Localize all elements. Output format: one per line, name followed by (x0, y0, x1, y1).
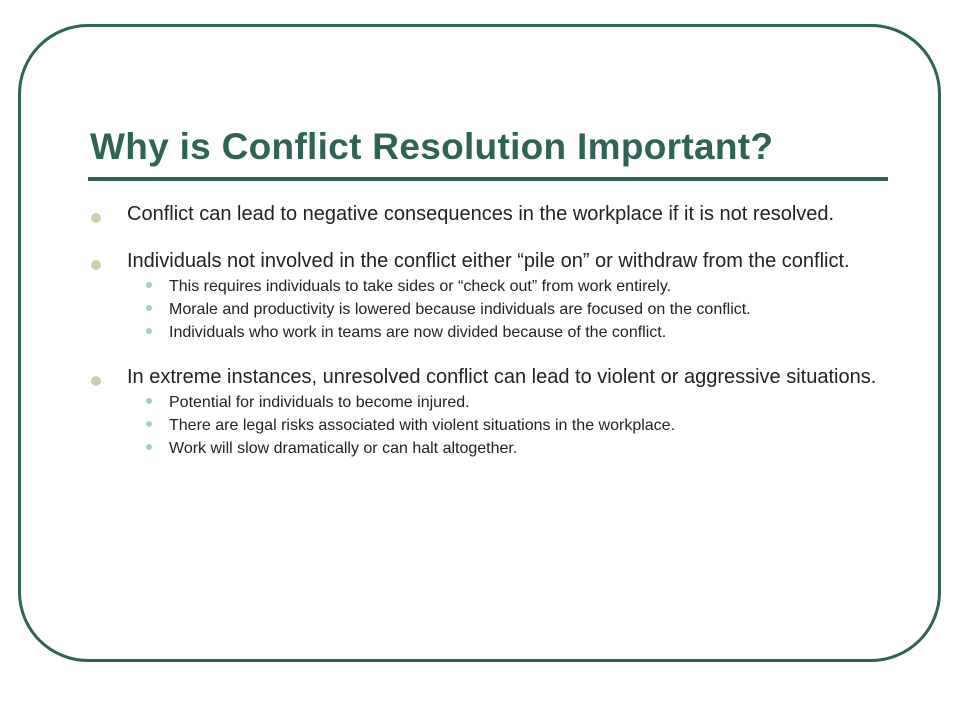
sub-bullet (127, 394, 880, 411)
sub-bullet (127, 417, 880, 434)
sub-bullet-dot-icon (146, 282, 152, 288)
sub-bullet-text: Potential for individuals to become injured. (169, 394, 470, 411)
bullet-text: Individuals not involved in the conflict either “pile on” or withdraw from the conflict. (127, 250, 850, 272)
sub-bullet-text: This requires individuals to take sides or “check out” from work entirely. (169, 278, 672, 295)
bullet-point (90, 251, 880, 341)
sub-bullet-dot-icon (146, 444, 152, 450)
bullet-dot-icon (91, 376, 101, 386)
sub-bullet-dot-icon (146, 421, 152, 427)
bullet-point (90, 204, 880, 225)
sub-bullet-text: Individuals who work in teams are now divided because of the conflict. (169, 324, 667, 341)
sub-bullet-text: Morale and productivity is lowered because individuals are focused on the conflict. (169, 301, 751, 318)
sub-bullet-dot-icon (146, 305, 152, 311)
sub-bullet-dot-icon (146, 328, 152, 334)
bullet-list (90, 204, 880, 483)
sub-bullet (127, 301, 880, 318)
sub-bullet-dot-icon (146, 398, 152, 404)
sub-bullet (127, 324, 880, 341)
bullet-point (90, 367, 880, 457)
slide-title: Why is Conflict Resolution Important? (90, 126, 774, 167)
title-underline (88, 177, 888, 181)
bullet-text: In extreme instances, unresolved conflict can lead to violent or aggressive situations. (127, 366, 877, 388)
sub-bullet-text: Work will slow dramatically or can halt altogether. (169, 440, 518, 457)
bullet-dot-icon (91, 213, 101, 223)
sub-bullet-list (127, 278, 880, 341)
sub-bullet-text: There are legal risks associated with violent situations in the workplace. (169, 417, 676, 434)
sub-bullet (127, 440, 880, 457)
bullet-text: Conflict can lead to negative consequences in the workplace if it is not resolved. (127, 203, 835, 225)
bullet-dot-icon (91, 260, 101, 270)
sub-bullet (127, 278, 880, 295)
sub-bullet-list (127, 394, 880, 457)
